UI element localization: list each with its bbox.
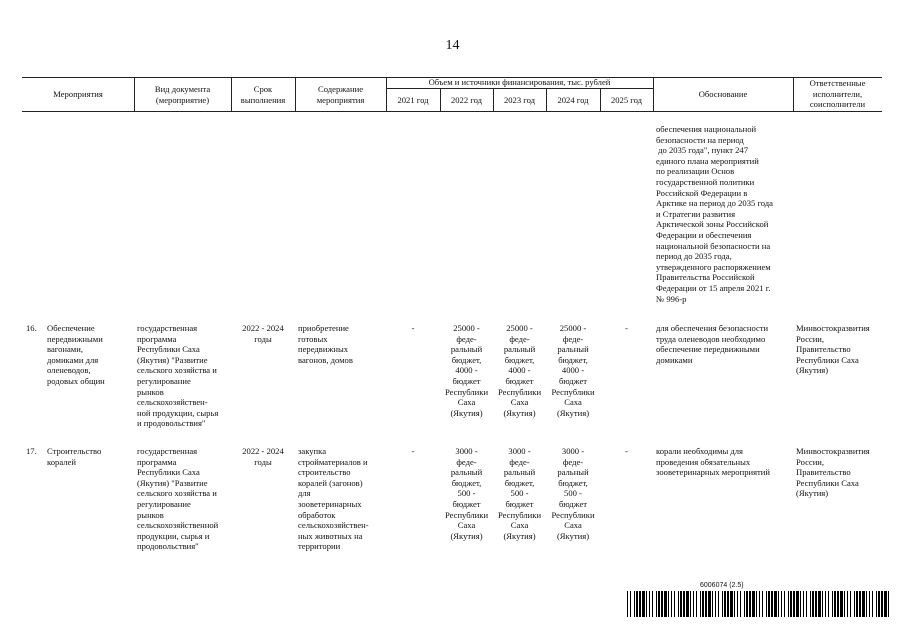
row-term: 2022 - 2024 годы: [242, 446, 284, 467]
row-funding-2024: 3000 - феде- ральный бюджет, 500 - бюджет Республики Саха (Якутия): [551, 446, 595, 541]
row-funding-2022: 3000 - феде- ральный бюджет, 500 - бюджет Республики Саха (Якутия): [444, 446, 489, 541]
row-justification: корали необходимы для проведения обязательных зооветеринарных мероприятий: [656, 446, 771, 478]
row-funding-2023: 3000 - феде- ральный бюджет, 500 - бюджет Республики Саха (Якутия): [497, 446, 542, 541]
page-number: 14: [445, 38, 460, 53]
header-responsible: Ответственные исполнители, соисполнители: [809, 78, 866, 110]
row-funding-2023: 25000 - феде- ральный бюджет, 4000 - бюджет Республики Саха (Якутия): [497, 323, 542, 418]
header-doc-type: Вид документа (мероприятие): [154, 84, 211, 105]
header-year-2023: 2023 год: [503, 95, 536, 105]
row-content: закупка стройматериалов и строительство коралей (загонов) для зооветеринарных обработок сельскохозяйствен- ных животных на территории: [298, 446, 369, 552]
barcode-image: [627, 591, 889, 617]
row-funding-2025: -: [625, 323, 628, 333]
header-bottom-border: [22, 111, 882, 112]
row-measure: Обеспечение передвижными вагонами, домиками для оленеводов, родовых общин: [47, 323, 105, 386]
row-measure: Строительство коралей: [47, 446, 102, 467]
header-year-2022: 2022 год: [450, 95, 483, 105]
row-doc-type: государственная программа Республики Саха (Якутия) "Развитие сельского хозяйства и регулирование рынков сельскохозяйствен- ной продукции, сырья и продовольствия": [137, 323, 219, 429]
header-funding-group: Объем и источники финансирования, тыс. рублей: [428, 77, 611, 87]
header-term: Срок выполнения: [240, 84, 286, 105]
row-funding-2021: -: [411, 323, 415, 333]
header-justification: Обоснование: [698, 89, 748, 99]
funding-subheader-border: [386, 88, 653, 89]
header-measures: Мероприятия: [53, 89, 103, 99]
row-content: приобретение готовых передвижных вагонов, домов: [298, 323, 353, 365]
row-term: 2022 - 2024 годы: [242, 323, 284, 344]
barcode-label: 6006074 (2.5): [700, 582, 744, 589]
row-number: 16.: [26, 323, 37, 333]
row-funding-2025: -: [625, 446, 628, 456]
row-doc-type: государственная программа Республики Саха (Якутия) "Развитие сельского хозяйства и регулирование рынков сельскохозяйственной продукции, сырья и продовольствия": [137, 446, 219, 552]
row-responsible: Минвостокразвития России, Правительство Республики Саха (Якутия): [796, 446, 870, 499]
justification-continuation: обеспечения национальной безопасности на период до 2035 года", пункт 247 единого плана мероприятий по реализации Основ государственной политики Российской Федерации в Арктике на период до 2035 года и Стратегии развития Арктической зоны Российской Федерации и обеспечения национальной безопасности на период до 2035 года, утвержденного распоряжением Правительства Российской Федерации от 15 апреля 2021 г. № 996-р: [656, 124, 773, 304]
row-number: 17.: [26, 446, 37, 456]
row-funding-2022: 25000 - феде- ральный бюджет, 4000 - бюджет Республики Саха (Якутия): [444, 323, 489, 418]
header-year-2025: 2025 год: [610, 95, 643, 105]
row-funding-2021: -: [411, 446, 415, 456]
row-responsible: Минвостокразвития России, Правительство Республики Саха (Якутия): [796, 323, 870, 376]
header-year-2021: 2021 год: [397, 95, 429, 105]
header-content: Содержание мероприятия: [316, 84, 365, 105]
row-justification: для обеспечения безопасности труда оленеводов необходимо обеспечение передвижными домиками: [656, 323, 769, 365]
header-year-2024: 2024 год: [557, 95, 589, 105]
row-funding-2024: 25000 - феде- ральный бюджет, 4000 - бюджет Республики Саха (Якутия): [551, 323, 595, 418]
